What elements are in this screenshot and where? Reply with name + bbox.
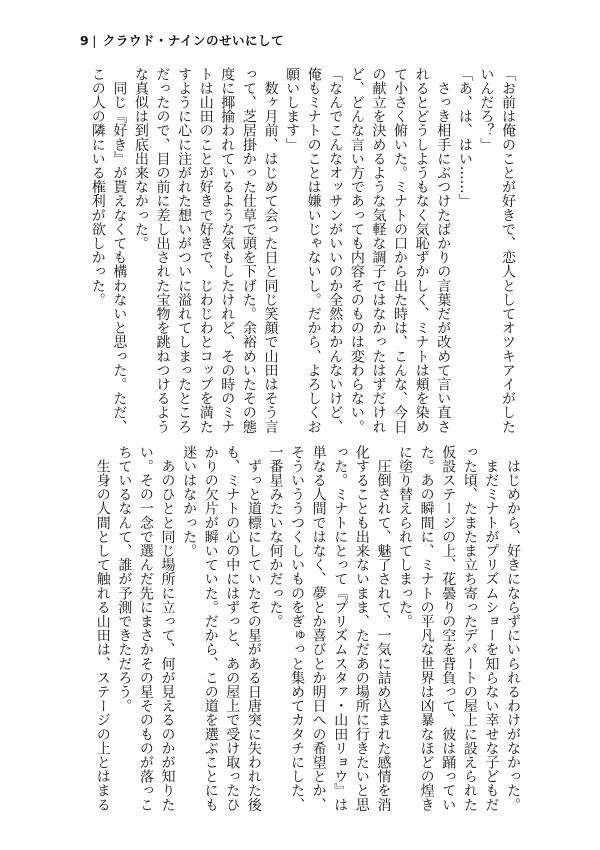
text-column: 俺もミナトのことは嫌いじゃないし。だから、よろしくお — [305, 67, 322, 434]
text-column: いんだろ？」 — [478, 67, 495, 152]
text-column: はじめから、好きにならずにいられるわけがなかった。 — [505, 445, 521, 812]
text-column: だったので、目の前に差し出された宝物を跳ねつけるよう — [154, 67, 171, 434]
text-column: すように心に注がれた想いがついに溢れてしまったところ — [176, 67, 193, 434]
header-separator: | — [92, 33, 97, 48]
text-column: ど、どんな言い方であっても内容そのものは変わらない。 — [348, 67, 365, 434]
text-column: ちているなんて、誰が予測できただろう。 — [116, 445, 133, 713]
text-column: て小さく俯いた。ミナトの口から出た時は、こんな、今日 — [392, 67, 409, 434]
text-column: って、芝居掛かった仕草で頭を下げた。余裕めいたその態 — [240, 67, 257, 434]
text-column: 生身の人間として触れる山田は、ステージの上とはまる — [94, 445, 111, 812]
text-column: 「お前は俺のことが好きで、恋人としてオツキアイがした — [500, 67, 516, 434]
text-column: れるとどうしようもなく気恥ずかしく、ミナトは頬を染め — [413, 67, 430, 434]
text-column: も、ミナトの心の中にはずっと、あの屋上で受け取ったひ — [224, 445, 241, 812]
text-column: まだミナトがプリズムショーを知らない幸せな子どもだ — [483, 445, 500, 812]
text-block-top — [86, 67, 518, 437]
text-column: 同じ『好き』が貰えなくても構わないと思った。ただ、 — [111, 67, 128, 434]
text-column: の献立を決めるような気軽な調子ではなかったはずだけれ — [370, 67, 387, 434]
text-column: 数ヶ月前、はじめて会った日と同じ笑顔で山田はそう言 — [262, 67, 279, 434]
text-block-bottom — [91, 445, 523, 825]
text-column: さっき相手にぶつけたばかりの言葉だが改めて言い直さ — [435, 67, 452, 434]
text-column: い。その一念で選んだ先にまさかその星そのものが落っこ — [137, 445, 154, 812]
text-column: トは山田のことが好きで好きで、じわじわとコップを満た — [197, 67, 214, 434]
page-number: 9 — [80, 33, 90, 48]
text-column: 一番星みたいな何かだった。 — [267, 445, 284, 629]
text-column: 「なんでこんなオッサンがいいのか全然わかんないけど、 — [327, 67, 344, 434]
text-column: 仮設ステージの上、花曇りの空を背負って、彼は踊ってい — [440, 445, 457, 812]
book-title: クラウド・ナインのせいにして — [102, 33, 285, 48]
text-column: ずっと道標にしていたその星がある日唐突に失われた後 — [245, 445, 262, 812]
text-column: そういううつくしいものをぎゅっと集めてカタチにした、 — [289, 445, 306, 812]
text-column: った頃、たまたま立ち寄ったデパートの屋上に設えられた — [461, 445, 478, 812]
text-column: 願いします」 — [284, 67, 301, 152]
text-column: な真似は到底出来なかった。 — [132, 67, 149, 251]
text-column: た。あの瞬間に、ミナトの平凡な世界は凶暴なほどの煌き — [418, 445, 435, 812]
running-header — [80, 31, 284, 49]
text-column: 「あ、は、はい……」 — [456, 67, 473, 208]
text-column: あのひとと同じ場所に立って、何が見えるのかが知りた — [159, 445, 176, 812]
text-column: に塗り替えられてしまった。 — [397, 445, 414, 629]
text-column: 化することも出来ないまま、ただあの場所に行きたいと思 — [353, 445, 370, 812]
text-column: この人の隣にいる権利が欲しかった。 — [89, 67, 106, 307]
text-column: 圧倒されて、魅了されて、一気に詰め込まれた感情を消 — [375, 445, 392, 812]
text-column: った。ミナトにとって『プリズムスタァ・山田リョウ』は — [332, 445, 349, 812]
text-column: 迷いはなかった。 — [181, 445, 198, 558]
text-column: 度に揶揄われているような気もしたけれど、その時のミナ — [219, 67, 236, 434]
text-column: かりの欠片が瞬いていた。だから、この道を選ぶことにも — [202, 445, 219, 812]
text-column: 単なる人間ではなく、夢とか喜びとか明日への希望とか、 — [310, 445, 327, 812]
